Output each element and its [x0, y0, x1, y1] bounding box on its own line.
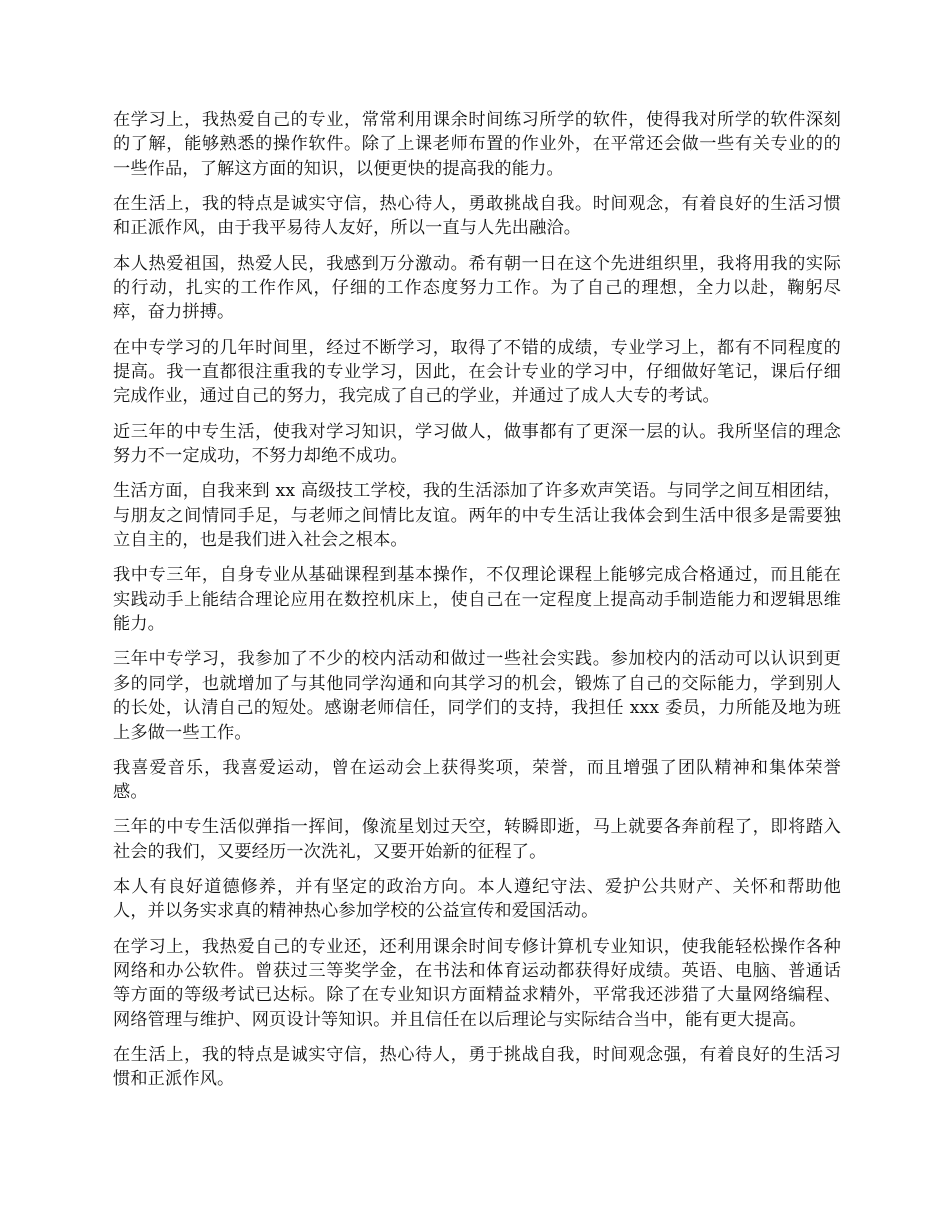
- paragraph: 近三年的中专生活，使我对学习知识，学习做人，做事都有了更深一层的认。我所坚信的理念努力不一定成功，不努力却绝不成功。: [113, 421, 841, 467]
- paragraph: 我中专三年，自身专业从基础课程到基本操作，不仅理论课程上能够完成合格通过，而且能在实践动手上能结合理论应用在数控机床上，使自己在一定程度上提高动手制造能力和逻辑思维能力。: [113, 565, 841, 635]
- paragraph: 本人有良好道德修养，并有坚定的政治方向。本人遵纪守法、爱护公共财产、关怀和帮助他人，并以务实求真的精神热心参加学校的公益宣传和爱国活动。: [113, 876, 841, 922]
- document-body: [113, 108, 841, 1103]
- paragraph: 在生活上，我的特点是诚实守信，热心待人，勇敢挑战自我。时间观念，有着良好的生活习惯和正派作风，由于我平易待人友好，所以一直与人先出融洽。: [113, 194, 841, 239]
- paragraph: 三年中专学习，我参加了不少的校内活动和做过一些社会实践。参加校内的活动可以认识到更多的同学，也就增加了与其他同学沟通和向其学习的机会，锻炼了自己的交际能力，学到别人的长处，认清自己的短处。感谢老师信任，同学们的支持，我担任 xxx 委员，力所能及地为班上多做一些工作。: [113, 649, 841, 743]
- paragraph: 生活方面，自我来到 xx 高级技工学校，我的生活添加了许多欢声笑语。与同学之间互相团结，与朋友之间情同手足，与老师之间情比友谊。两年的中专生活让我体会到生活中很多是需要独立自主的，也是我们进入社会之根本。: [113, 481, 841, 551]
- paragraph: 三年的中专生活似弹指一挥间，像流星划过天空，转瞬即逝，马上就要各奔前程了，即将踏入社会的我们，又要经历一次洗礼，又要开始新的征程了。: [113, 817, 841, 862]
- paragraph: 在生活上，我的特点是诚实守信，热心待人，勇于挑战自我，时间观念强，有着良好的生活习惯和正派作风。: [113, 1044, 841, 1090]
- paragraph: 在学习上，我热爱自己的专业，常常利用课余时间练习所学的软件，使得我对所学的软件深刻的了解，能够熟悉的操作软件。除了上课老师布置的作业外，在平常还会做一些有关专业的的一些作品，了解这方面的知识，以便更快的提高我的能力。: [113, 110, 841, 179]
- paragraph: 本人热爱祖国，热爱人民，我感到万分激动。希有朝一日在这个先进组织里，我将用我的实际的行动，扎实的工作作风，仔细的工作态度努力工作。为了自己的理想，全力以赴，鞠躬尽瘁，奋力拼搏。: [113, 253, 841, 323]
- paragraph: 我喜爱音乐，我喜爱运动，曾在运动会上获得奖项，荣誉，而且增强了团队精神和集体荣誉感。: [113, 757, 841, 803]
- paragraph: 在中专学习的几年时间里，经过不断学习，取得了不错的成绩，专业学习上，都有不同程度的提高。我一直都很注重我的专业学习，因此，在会计专业的学习中，仔细做好笔记，课后仔细完成作业，通过自己的努力，我完成了自己的学业，并通过了成人大专的考试。: [113, 337, 841, 407]
- paragraph: 在学习上，我热爱自己的专业还，还利用课余时间专修计算机专业知识，使我能轻松操作各种网络和办公软件。曾获过三等奖学金，在书法和体育运动都获得好成绩。英语、电脑、普通话等方面的等级考试已达标。除了在专业知识方面精益求精外，平常我还涉猎了大量网络编程、网络管理与维护、网页设计等知识。并且信任在以后理论与实际结合当中，能有更大提高。: [113, 936, 841, 1030]
